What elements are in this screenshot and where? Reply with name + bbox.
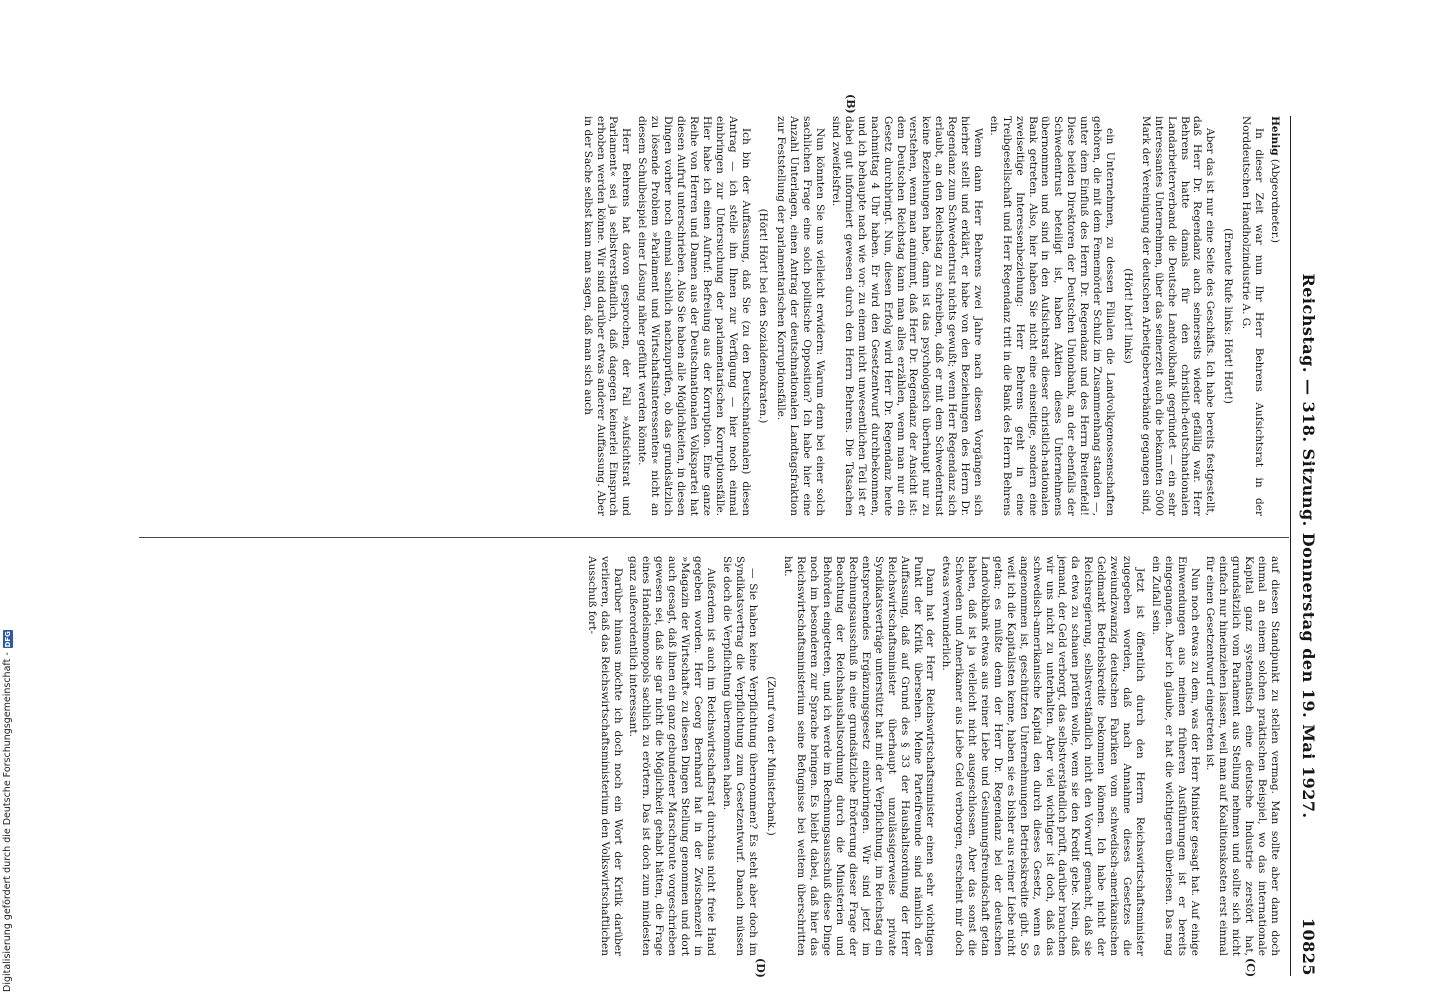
paragraph: In dieser Zeit war nun Ihr Herr Behrens Aufsichtsrat in der Norddeutschen Handholzindustrie A. G. (1240, 116, 1266, 516)
margin-mark-d: (D) (754, 958, 767, 978)
credit-text: Digitalisierung gefördert durch die Deutsche Forschungsgemeinschaft - (2, 652, 13, 992)
digitization-credit (2, 0, 16, 1000)
column-divider (139, 537, 1289, 538)
margin-mark-b: (B) (844, 94, 857, 114)
paragraph: Aber das ist nur eine Seite des Geschäfts. Ich habe bereits festgestellt, daß Herr Dr. Regendanz auch seinerseits wieder gefällig war. Herr Behrens hatte damals für den christlich-deutschnationalen Landarbeiterverband die Deutsche Landvolkbank gegründet — ein sehr interessantes Unternehmen, über das seinerzeit auch die bekannten 5000 Mark der Vereinigung der deutschen Arbeitgeberverbände gegangen sind, (1139, 116, 1217, 516)
page-title: Reichstag. — 318. Sitzung. Donnerstag den 19. Mai 1927. (1299, 273, 1319, 819)
paragraph: ein Unternehmen, zu dessen Filialen die Landvolkgenossenschaften gehören, die mit dem Fememörder Schulz im Zusammenhang standen —, unter dem Einfluß des Herrn Dr. Regendanz und des Herrn Breitenfeld! Diese beiden Direktoren der Deutschen Unionbank, an der ebenfalls der Schwedentrust beteiligt ist, haben Aktien dieses Unternehmens übernommen und sind in den Aufsichtsrat dieser christlich-nationalen Bank getreten. Also, hier haben Sie nicht eine einseitige, sondern eine zweiseitige Interessenbeziehung: Herr Behrens geht in eine Treibgesellschaft und Herr Regendanz tritt in die Bank des Herrn Behrens ein. (987, 116, 1117, 516)
scanned-page (117, 56, 1342, 1004)
paragraph: Dann hat der Herr Reichswirtschaftsminister einen sehr wichtigen Punkt der Kritik übersehen. Meine Parteifreunde sind nämlich der Auffassung, daß auf Grund des § 33 der Haushaltsordnung der Herr Reichswirtschaftsminister überhaupt unzulässigerweise private Syndikatsverträge unterstützt hat mit der Verpflichtung, im Reichstag ein entsprechendes Ergänzungsgesetz einzubringen. Wir sind jetzt im Rechnungsausschuß in eine grundsätzliche Erörterung dieser Frage der Beachtung der Reichshaushaltsordnung durch die Ministerien und Behörden eingetreten, und ich werde im Rechnungsausschuß diese Dinge noch im besonderen zur Sprache bringen. Es bleibt dabei, daß hier das Reichswirtschaftsministerium seine Befugnisse bei weitem überschritten hat. (782, 556, 937, 956)
paragraph: Darüber hinaus möchte ich doch noch ein Wort der Kritik darüber verlieren, daß das Reichswirtschaftsministerium den Volkswirtschaftlichen Ausschuß fort- (585, 556, 624, 956)
paragraph: Ich bin der Auffassung, daß Sie (zu den Deutschnationalen) diesen Antrag — ich stelle ihn Ihnen zur Verfügung — hier noch einmal einbringen zur Untersuchung der parlamentarischen Korruptionsfälle. Hier habe ich einen Aufruf: Befreiung aus der Korruption. Eine ganze Reihe von Herren und Damen aus der Deutschnationalen Volkspartei hat diesen Aufruf unterschrieben. Also Sie haben alle Möglichkeiten, in diesen Dingen vorher noch einmal sachlich nachzuprüfen, ob das grundsätzlich zu lösende Problem »Parlament und Wirtschaftsinteressenten« nicht an diesem Schulbeispiel einer Lösung näher geführt werden könnte. (636, 116, 752, 516)
paragraph: Nun könnten Sie uns vielleicht erwidern: Warum denn bei einer solch sachlichen Frage eine solch politische Opposition? Ich habe hier eine Anzahl Unterlagen, einen Antrag der deutschnationalen Landtagsfraktion zur Feststellung der parlamentarischen Korruptionsfälle. (775, 116, 827, 516)
interjection: (Hört! Hört! bei den Sozialdemokraten.) (757, 208, 770, 424)
paragraph: auf diesen Standpunkt zu stellen vermag. Man sollte aber dann doch einmal an einem solchen praktischen Beispiel, wo das internationale Kapital ganz systematisch eine deutsche Industrie zerstört hat, grundsätzlich vom Parlament aus Stellung nehmen und sollte sich nicht einfach nur hineinziehen lassen, weil man auf Koalitionskosten erst einmal für einen Gesetzentwurf eingetreten ist. (1204, 556, 1281, 956)
page-header (1290, 116, 1327, 976)
rotated-page-content (137, 94, 1327, 978)
paragraph: Herr Behrens hat davon gesprochen, der Fall »Aufsichtsrat und Parlament« sei ja selbstverständlich, daß dagegen keinerlei Einspruch erhoben werden könne. Wir sind darüber etwas anderer Auffassung. Aber in der Sache selbst kann man sagen, daß man sich auch (581, 116, 633, 516)
paragraph: Jetzt ist öffentlich durch den Herrn Reichswirtschaftsminister zugegeben worden, daß nach Annahme dieses Gesetzes die zweiundzwanzig deutschen Fabriken vom schwedisch-amerikanischen Geldmarkt Betriebskredite bekommen können. Ich habe nicht der Reichsregierung, selbstverständlich nicht den Vorwurf gemacht, daß sie da etwa zu schauen prüfen wolle, wem sie den Kredit gebe. Nein, daß jemand, der Geld verborgt, das selbstverständlich prüft, darüber brauchen wir uns nicht zu unterhalten. Aber viel wichtiger ist doch, daß das schwedisch-amerikanische Kapital den durch dieses Gesetz, wenn es angenommen ist, geschützten Unternehmungen Betriebskredite gibt. So weit ich die Kapitalisten kenne, haben sie es bisher aus reiner Liebe nicht getan; es müßte denn der Herr Dr. Regendanz bei der deutschen Landvolkbank etwas aus reiner Liebe und Gesinnungsfreundschaft getan haben, daß ist ja vielleicht nicht ausgeschlossen. Aber das sonst die Schweden und Amerikaner aus Liebe Geld verborgen, erscheint mir doch etwas verwunderlich. (940, 556, 1146, 956)
left-column (578, 116, 1281, 516)
paragraph: — Sie haben keine Verpflichtung übernommen? Es steht aber doch im Syndikatsvertrag die Verpflichtung zum Gesetzentwurf. Danach müssen Sie doch die Verpflichtung übernommen haben. (720, 556, 759, 956)
paragraph: Außerdem ist auch im Reichswirtschaftsrat durchaus nicht freie Hand gegeben worden. Herr Georg Bernhard hat in der Zwischenzeit in »Magazin der Wirtschaft« zu diesen Dingen Stellung genommen und dort auch gesagt, daß ihnen ein ganz gebundener Marschroute vorgeschrieben gewesen sei, daß sie gar nicht die Möglichkeit gehabt hätten, die Frage eines Handelsmonopols sachlich zu erörtern. Das ist doch zum mindesten ganz außerordentlich interessant. (627, 556, 717, 956)
dfg-logo: DFG (3, 631, 12, 648)
page-number: 10825 (1299, 917, 1319, 976)
interjection: (Zuruf von der Ministerbank.) (764, 676, 777, 836)
interjection: (Hört! hört! links) (1121, 268, 1134, 364)
speaker-role: (Abgeordneter.) (1269, 158, 1281, 244)
paragraph: Nun noch etwas zu dem, was der Herr Minister gesagt hat. Auf einige Einwendungen aus meinen früheren Ausführungen ist er bereits eingegangen. Aber ich glaube, er hat die wichtigeren überlesen. Das mag ein Zufall sein. (1149, 556, 1201, 956)
right-column (582, 556, 1281, 956)
paragraph: Wenn dann Herr Behrens zwei Jahre nach diesen Vorgängen sich hierher stellt und erklärt, er habe von den Beziehungen des Herrn Dr. Regendanz zum Schwedentrust nichts gewußt; wenn Herr Regendanz sich erlaubt, an den Reichstag zu schreiben, daß er mit dem Schwedentrust keine Beziehungen habe, dann ist das psychologisch überhaupt nur zu verstehen, wenn man annimmt, daß Herr Dr. Regendanz der Ansicht ist: dem Deutschen Reichstag kann man alles erzählen, wenn man nur ein Gesetz durchbringt. Nun, diesen Erfolg wird Herr Dr. Regendanz heute nachmittag 4 Uhr haben. Er wird den Gesetzentwurf durchbekommen, und ich behaupte nach wie vor: zu einem nicht unwesentlichen Teil ist er dabei gut informiert gewesen durch den Herrn Behrens. Die Tatsachen sind zweifelsfrei. (830, 116, 984, 516)
interjection: (Erneute Rufe links: Hört! Hört!) (1222, 228, 1235, 404)
speaker-name: Heinig (1269, 116, 1281, 156)
margin-mark-c: (C) (1244, 958, 1257, 978)
